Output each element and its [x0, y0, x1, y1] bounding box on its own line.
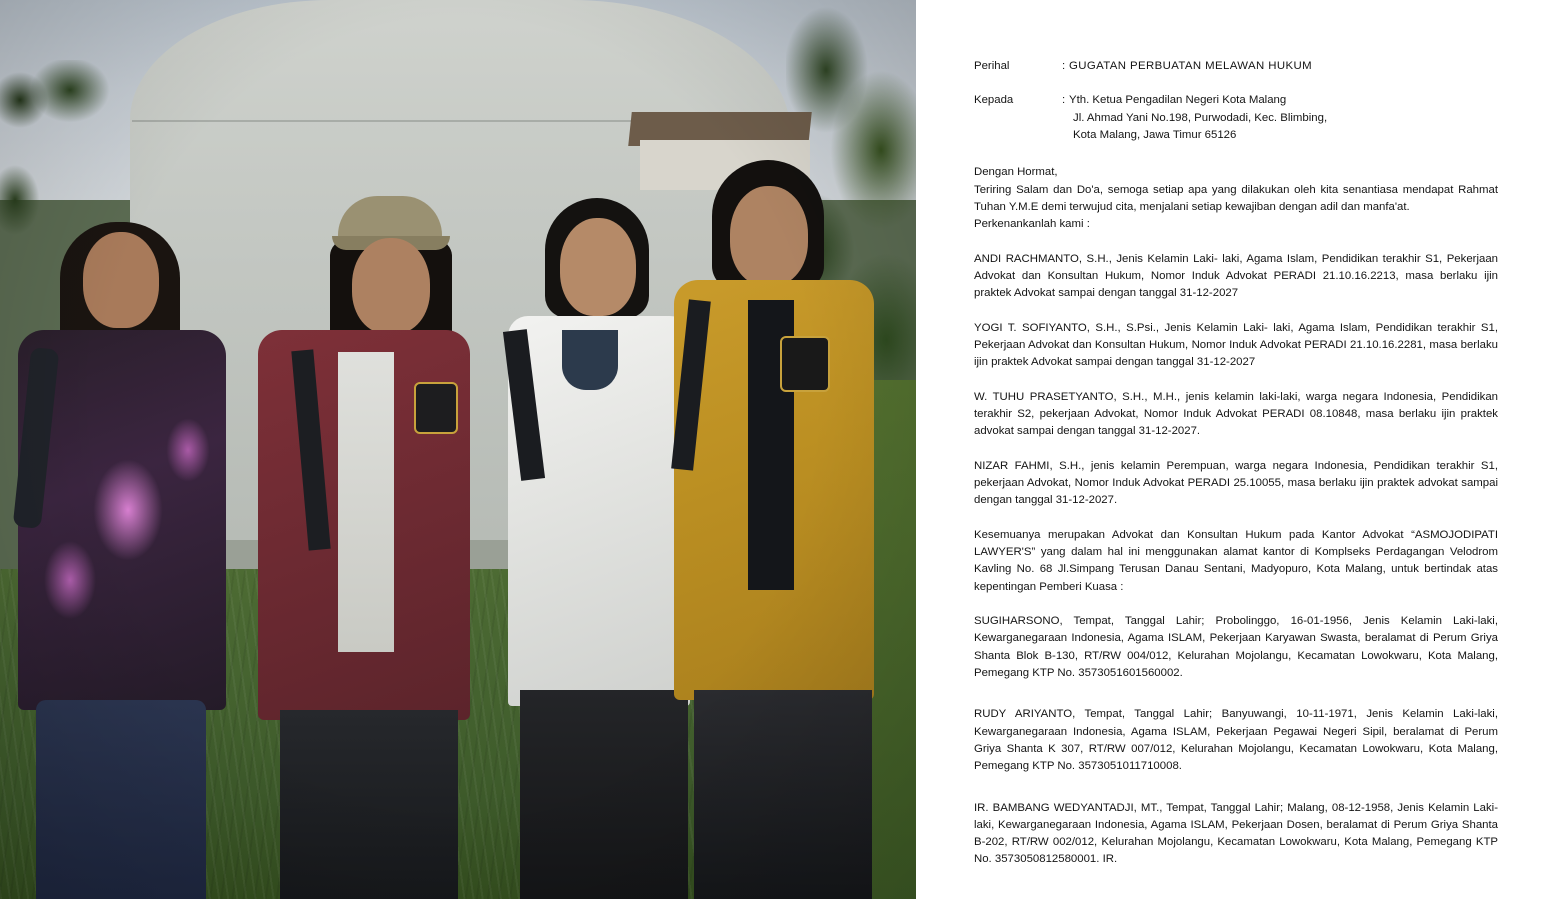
subject-colon: :	[1062, 60, 1066, 72]
advocate-emblem-icon	[780, 336, 830, 392]
document-panel	[916, 0, 1546, 899]
recipient-name: Yth. Ketua Pengadilan Negeri Kota Malang	[1069, 94, 1287, 107]
principal-paragraph-1: SUGIHARSONO, Tempat, Tanggal Lahir; Probolinggo, 16-01-1956, Jenis Kelamin Laki-laki, Kewarganegaraan Indonesia, Agama ISLAM, Pekerjaan Karyawan Swasta, beralamat di Perum Griya Shanta Blok B-130, RT/RW 004/012, Kelurahan Mojolangu, Kecamatan Lowokwaru, Kota Malang, Pemegang KTP No. 3573051601560002.	[974, 614, 1498, 679]
salutation-greeting: Dengan Hormat,	[974, 166, 1058, 179]
recipient-value	[1069, 92, 1498, 144]
spacer	[974, 147, 1498, 164]
recipient-colon: :	[1062, 94, 1066, 107]
salutation-body: Teriring Salam dan Do'a, semoga setiap apa yang dilakukan oleh kita senantiasa mendapat Rahmat Tuhan Y.M.E demi terwujud cita, menjalani setiap kewajiban dengan adil dan manfa'at.	[974, 183, 1498, 213]
recipient-address-line-2: Kota Malang, Jawa Timur 65126	[1073, 128, 1237, 141]
advocate-paragraph-3: W. TUHU PRASETYANTO, S.H., M.H., jenis kelamin laki-laki, warga negara Indonesia, Pendidikan terakhir S2, pekerjaan Advokat, Nomor Induk Advokat PERADI 08.10848, masa berlaku ijin praktek advokat sampai dengan tanggal 31-12-2027.	[974, 390, 1498, 438]
face	[730, 186, 808, 286]
subject-row	[974, 58, 1498, 75]
dress-shirt	[338, 352, 394, 652]
trousers	[520, 690, 688, 899]
recipient-address-line-1: Jl. Ahmad Yani No.198, Purwodadi, Kec. Blimbing,	[1073, 111, 1328, 124]
face	[352, 238, 430, 334]
recipient-label: Kepada	[974, 94, 1014, 107]
principal-paragraph-3: IR. BAMBANG WEDYANTADJI, MT., Tempat, Tanggal Lahir; Malang, 08-12-1958, Jenis Kelamin Laki-laki, Kewarganegaraan Indonesia, Agama ISLAM, Pekerjaan Dosen, beralamat di Perum Griya Shanta B-202, RT/RW 002/012, Kelurahan Mojolangu, Kecamatan Lowokwaru, Kota Malang, Pemegang KTP No. 3573050812580001. IR.	[974, 801, 1498, 866]
advocate-paragraph-4: NIZAR FAHMI, S.H., jenis kelamin Perempuan, warga negara Indonesia, Pendidikan terakhir S1, pekerjaan Advokat, Nomor Induk Advokat PERADI 25.10055, masa berlaku ijin praktek advokat sampai dengan tanggal 31-12-2027.	[974, 459, 1498, 507]
law-firm-paragraph: Kesemuanya merupakan Advokat dan Konsultan Hukum pada Kantor Advokat “ASMOJODIPATI LAWYER'S” yang dalam hal ini menggunakan alamat kantor di Komplseks Perdagangan Velodrom Kavling No. 68 Jl.Simpang Terusan Danau Sentani, Madyopuro, Kota Malang, untuk bertindak atas kepentingan Pemberi Kuasa :	[974, 528, 1498, 593]
legal-document-page	[916, 10, 1538, 888]
face	[560, 218, 636, 316]
inner-tee	[562, 330, 618, 390]
advocate-paragraph-1: ANDI RACHMANTO, S.H., Jenis Kelamin Laki- laki, Agama Islam, Pendidikan terakhir S1, Pekerjaan Advokat dan Konsultan Hukum, Nomor Induk Advokat PERADI 21.10.16.2213, masa berlaku ijin praktek Advokat sampai dengan tanggal 31-12-2027	[974, 252, 1498, 300]
spacer	[974, 234, 1498, 251]
subject-value: GUGATAN PERBUATAN MELAWAN HUKUM	[1069, 60, 1312, 72]
principal-paragraph-2: RUDY ARIYANTO, Tempat, Tanggal Lahir; Banyuwangi, 10-11-1971, Jenis Kelamin Laki-laki, Kewarganegaraan Indonesia, Agama ISLAM, Pekerjaan Pegawai Negeri Sipil, beralamat di Perum Griya Shanta K 307, RT/RW 007/012, Kelurahan Mojolangu, Kecamatan Lowokwaru, Kota Malang, Pemegang KTP No. 3573051011710008.	[974, 708, 1498, 773]
advocate-paragraph-2: YOGI T. SOFIYANTO, S.H., S.Psi., Jenis Kelamin Laki- laki, Agama Islam, Pendidikan terakhir S1, Pekerjaan Advokat dan Konsultan Hukum, Nomor Induk Advokat PERADI 21.10.16.2281, masa berlaku ijin praktek Advokat sampai dengan tanggal 31-12-2027	[974, 321, 1498, 369]
jeans	[36, 700, 206, 899]
subject-label: Perihal	[974, 60, 1010, 72]
trousers	[280, 710, 458, 899]
salutation-intro: Perkenankanlah kami :	[974, 218, 1090, 231]
recipient-row	[974, 92, 1498, 144]
trousers	[694, 690, 872, 899]
spacer	[974, 78, 1498, 92]
advocate-emblem-icon	[414, 382, 458, 434]
face	[83, 232, 159, 328]
